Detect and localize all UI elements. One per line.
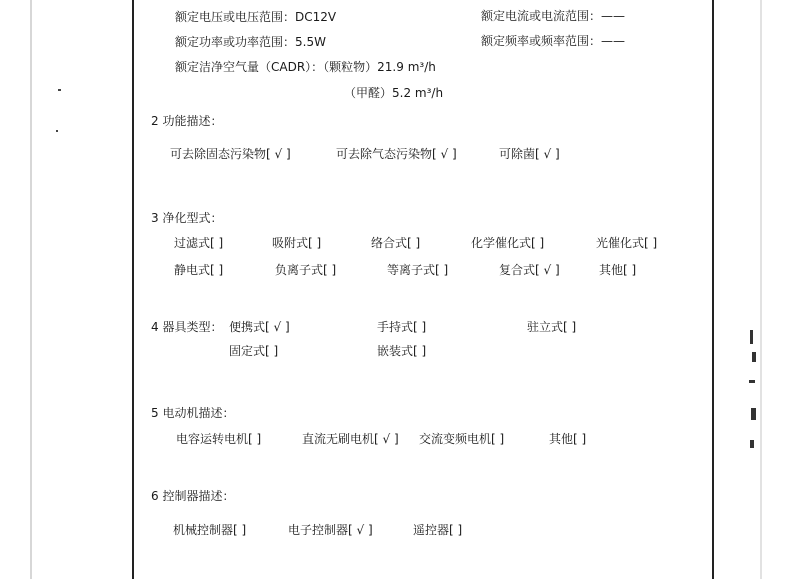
purify-adsorption: 吸附式[ ] bbox=[272, 236, 322, 250]
rated-voltage: 额定电压或电压范围：DC12V bbox=[175, 10, 337, 24]
controller-electronic: 电子控制器[ √ ] bbox=[288, 523, 373, 537]
scan-speck bbox=[56, 130, 58, 132]
device-fixed: 固定式[ ] bbox=[229, 344, 279, 358]
device-embedded: 嵌装式[ ] bbox=[377, 344, 427, 358]
controller-mechanical: 机械控制器[ ] bbox=[173, 523, 247, 537]
page-right-edge bbox=[760, 0, 762, 579]
purify-composite: 复合式[ √ ] bbox=[499, 263, 560, 277]
scan-speck bbox=[58, 89, 61, 91]
scan-bleed-marks bbox=[746, 330, 760, 452]
function-solid-pollutants: 可去除固态污染物[ √ ] bbox=[170, 147, 291, 161]
controller-remote: 遥控器[ ] bbox=[413, 523, 463, 537]
section-purification-heading: 3 净化型式： bbox=[151, 211, 223, 225]
purify-plasma: 等离子式[ ] bbox=[387, 263, 449, 277]
device-portable: 便携式[ √ ] bbox=[229, 320, 290, 334]
function-sterilization: 可除菌[ √ ] bbox=[499, 147, 560, 161]
page-left-edge bbox=[30, 0, 32, 579]
section-motor-heading: 5 电动机描述： bbox=[151, 406, 235, 420]
function-gaseous-pollutants: 可去除气态污染物[ √ ] bbox=[336, 147, 457, 161]
section-function-heading: 2 功能描述： bbox=[151, 114, 223, 128]
motor-capacitor-run: 电容运转电机[ ] bbox=[176, 432, 262, 446]
cadr-formaldehyde: （甲醛）5.2 m³/h bbox=[344, 86, 444, 100]
purify-negative-ion: 负离子式[ ] bbox=[275, 263, 337, 277]
rated-frequency: 额定频率或频率范围：—— bbox=[481, 34, 626, 48]
section-controller-heading: 6 控制器描述： bbox=[151, 489, 235, 503]
section-device-type-heading: 4 器具类型： bbox=[151, 320, 223, 334]
rated-power: 额定功率或功率范围：5.5W bbox=[175, 35, 326, 49]
purify-filter: 过滤式[ ] bbox=[174, 236, 224, 250]
purify-electrostatic: 静电式[ ] bbox=[174, 263, 224, 277]
device-standing: 驻立式[ ] bbox=[527, 320, 577, 334]
purify-chemical-catalysis: 化学催化式[ ] bbox=[471, 236, 545, 250]
rated-current: 额定电流或电流范围：—— bbox=[481, 9, 626, 23]
cadr-particle: 额定洁净空气量（CADR）：（颗粒物）21.9 m³/h bbox=[175, 60, 436, 74]
device-handheld: 手持式[ ] bbox=[377, 320, 427, 334]
motor-ac-variable-frequency: 交流变频电机[ ] bbox=[419, 432, 505, 446]
purify-complexation: 络合式[ ] bbox=[371, 236, 421, 250]
motor-other: 其他[ ] bbox=[549, 432, 587, 446]
motor-brushless-dc: 直流无刷电机[ √ ] bbox=[302, 432, 399, 446]
purify-other: 其他[ ] bbox=[599, 263, 637, 277]
purify-photocatalysis: 光催化式[ ] bbox=[596, 236, 658, 250]
